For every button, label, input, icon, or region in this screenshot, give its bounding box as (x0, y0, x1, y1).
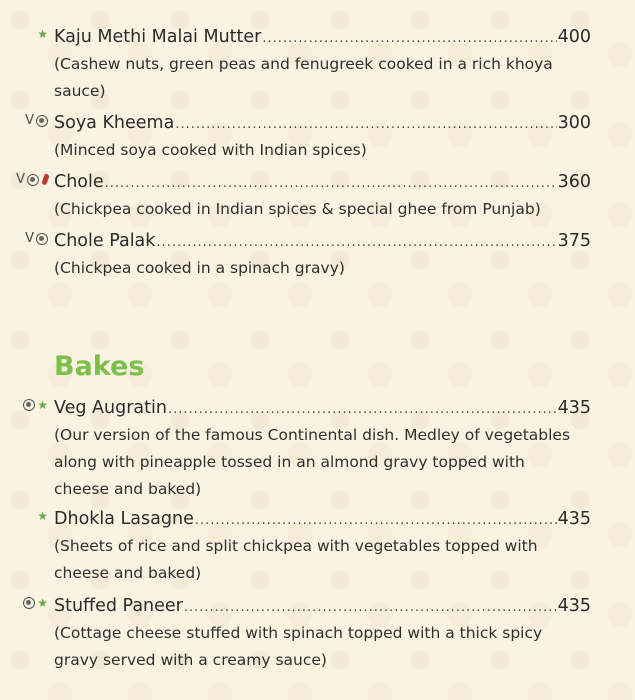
item-description: (Minced soya cooked with Indian spices) (54, 141, 367, 159)
item-name: Chole (54, 172, 104, 192)
item-name: Veg Augratin (54, 398, 167, 418)
jain-icon (23, 597, 35, 609)
item-name: Kaju Methi Malai Mutter (54, 27, 262, 47)
item-description: (Sheets of rice and split chickpea with vegetables topped with cheese and baked) (54, 537, 538, 582)
jain-icon (36, 233, 48, 245)
item-row (54, 507, 591, 533)
item-row (54, 594, 591, 620)
item-row (54, 111, 591, 137)
item-description: (Cashew nuts, green peas and fenugreek cooked in a rich khoya sauce) (54, 55, 553, 100)
item-name: Chole Palak (54, 231, 156, 251)
item-icons (16, 173, 48, 186)
item-price: 435 (557, 596, 591, 616)
item-icons (23, 399, 48, 411)
item-price: 400 (557, 27, 591, 47)
dot-leader (175, 113, 556, 137)
item-description: (Our version of the famous Continental dish. Medley of vegetables along with pineapple tossed in an almond gravy topped with cheese and baked) (54, 426, 571, 498)
dot-leader (156, 231, 556, 255)
item-name: Soya Kheema (54, 113, 175, 133)
item-row (54, 170, 591, 196)
item-icons (37, 510, 48, 522)
item-price: 360 (557, 172, 591, 192)
dot-leader (262, 27, 556, 51)
item-description: (Chickpea cooked in a spinach gravy) (54, 259, 345, 277)
item-price: 375 (557, 231, 591, 251)
item-row (54, 396, 591, 422)
item-icons (25, 114, 48, 127)
dot-leader (184, 596, 557, 620)
item-price: 300 (557, 113, 591, 133)
star-icon: ★ (37, 509, 48, 523)
item-name: Dhokla Lasagne (54, 509, 194, 529)
jain-icon (36, 115, 48, 127)
jain-icon (27, 174, 39, 186)
dot-leader (168, 398, 557, 422)
jain-icon (23, 399, 35, 411)
item-description: (Cottage cheese stuffed with spinach topped with a thick spicy gravy served with a creamy sauce) (54, 624, 543, 669)
chili-icon (41, 173, 49, 185)
star-icon: ★ (37, 398, 48, 412)
star-icon: ★ (37, 596, 48, 610)
item-row (54, 25, 591, 51)
item-icons (37, 28, 48, 40)
vegan-icon: V (25, 231, 34, 246)
item-icons (25, 232, 48, 245)
item-icons (23, 597, 48, 609)
dot-leader (105, 172, 557, 196)
item-price: 435 (557, 509, 591, 529)
item-description: (Chickpea cooked in Indian spices & special ghee from Punjab) (54, 200, 541, 218)
dot-leader (195, 509, 557, 533)
star-icon: ★ (37, 27, 48, 41)
section-title-bakes: Bakes (54, 351, 145, 382)
item-name: Stuffed Paneer (54, 596, 183, 616)
item-price: 435 (557, 398, 591, 418)
item-row (54, 229, 591, 255)
vegan-icon: V (16, 172, 25, 187)
vegan-icon: V (25, 113, 34, 128)
